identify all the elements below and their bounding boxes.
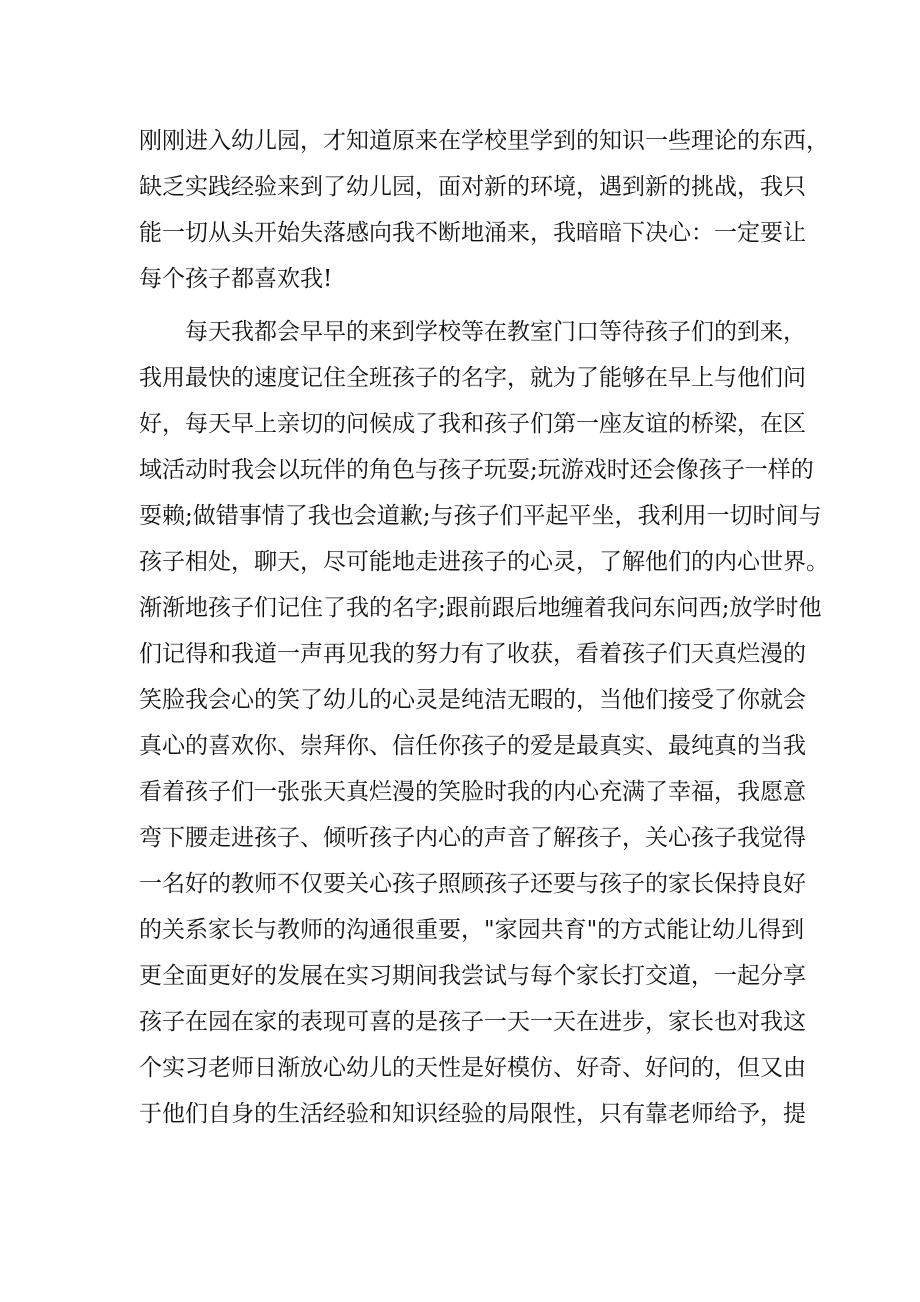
text-line: 刚刚进入幼儿园，才知道原来在学校里学到的知识一些理论的东西， <box>139 128 829 154</box>
text-line: 个实习老师日渐放心幼儿的天性是好模仿、好奇、好问的，但又由 <box>139 1055 806 1081</box>
text-line: 每个孩子都喜欢我! <box>139 266 333 292</box>
text-line: 耍赖;做错事情了我也会道歉;与孩子们平起平坐，我利用一切时间与 <box>139 503 822 529</box>
text-line: 我用最快的速度记住全班孩子的名字，就为了能够在早上与他们问 <box>139 365 806 391</box>
text-line: 于他们自身的生活经验和知识经验的局限性，只有靠老师给予，提 <box>139 1101 806 1127</box>
text-line: 好，每天早上亲切的问候成了我和孩子们第一座友谊的桥梁，在区 <box>139 411 806 437</box>
text-line: 更全面更好的发展在实习期间我尝试与每个家长打交道，一起分享 <box>139 963 806 989</box>
text-line: 们记得和我道一声再见我的努力有了收获，看着孩子们天真烂漫的 <box>139 641 806 667</box>
text-line: 能一切从头开始失落感向我不断地涌来，我暗暗下决心：一定要让 <box>139 220 806 246</box>
text-line: 的关系家长与教师的沟通很重要，"家园共育"的方式能让幼儿得到 <box>139 917 805 943</box>
text-line: 弯下腰走进孩子、倾听孩子内心的声音了解孩子，关心孩子我觉得 <box>139 825 806 851</box>
text-line: 每天我都会早早的来到学校等在教室门口等待孩子们的到来， <box>185 319 806 345</box>
text-line: 看着孩子们一张张天真烂漫的笑脸时我的内心充满了幸福，我愿意 <box>139 779 806 805</box>
text-line: 一名好的教师不仅要关心孩子照顾孩子还要与孩子的家长保持良好 <box>139 871 806 897</box>
text-line: 真心的喜欢你、崇拜你、信任你孩子的爱是最真实、最纯真的当我 <box>139 733 806 759</box>
text-line: 孩子在园在家的表现可喜的是孩子一天一天在进步，家长也对我这 <box>139 1009 806 1035</box>
text-line: 渐渐地孩子们记住了我的名字;跟前跟后地缠着我问东问西;放学时他 <box>139 595 822 621</box>
text-line: 缺乏实践经验来到了幼儿园，面对新的环境，遇到新的挑战，我只 <box>139 174 806 200</box>
text-line: 域活动时我会以玩伴的角色与孩子玩耍;玩游戏时还会像孩子一样的 <box>139 457 814 483</box>
text-line: 孩子相处，聊天，尽可能地走进孩子的心灵，了解他们的内心世界。 <box>139 549 829 575</box>
text-line: 笑脸我会心的笑了幼儿的心灵是纯洁无暇的，当他们接受了你就会 <box>139 687 806 713</box>
